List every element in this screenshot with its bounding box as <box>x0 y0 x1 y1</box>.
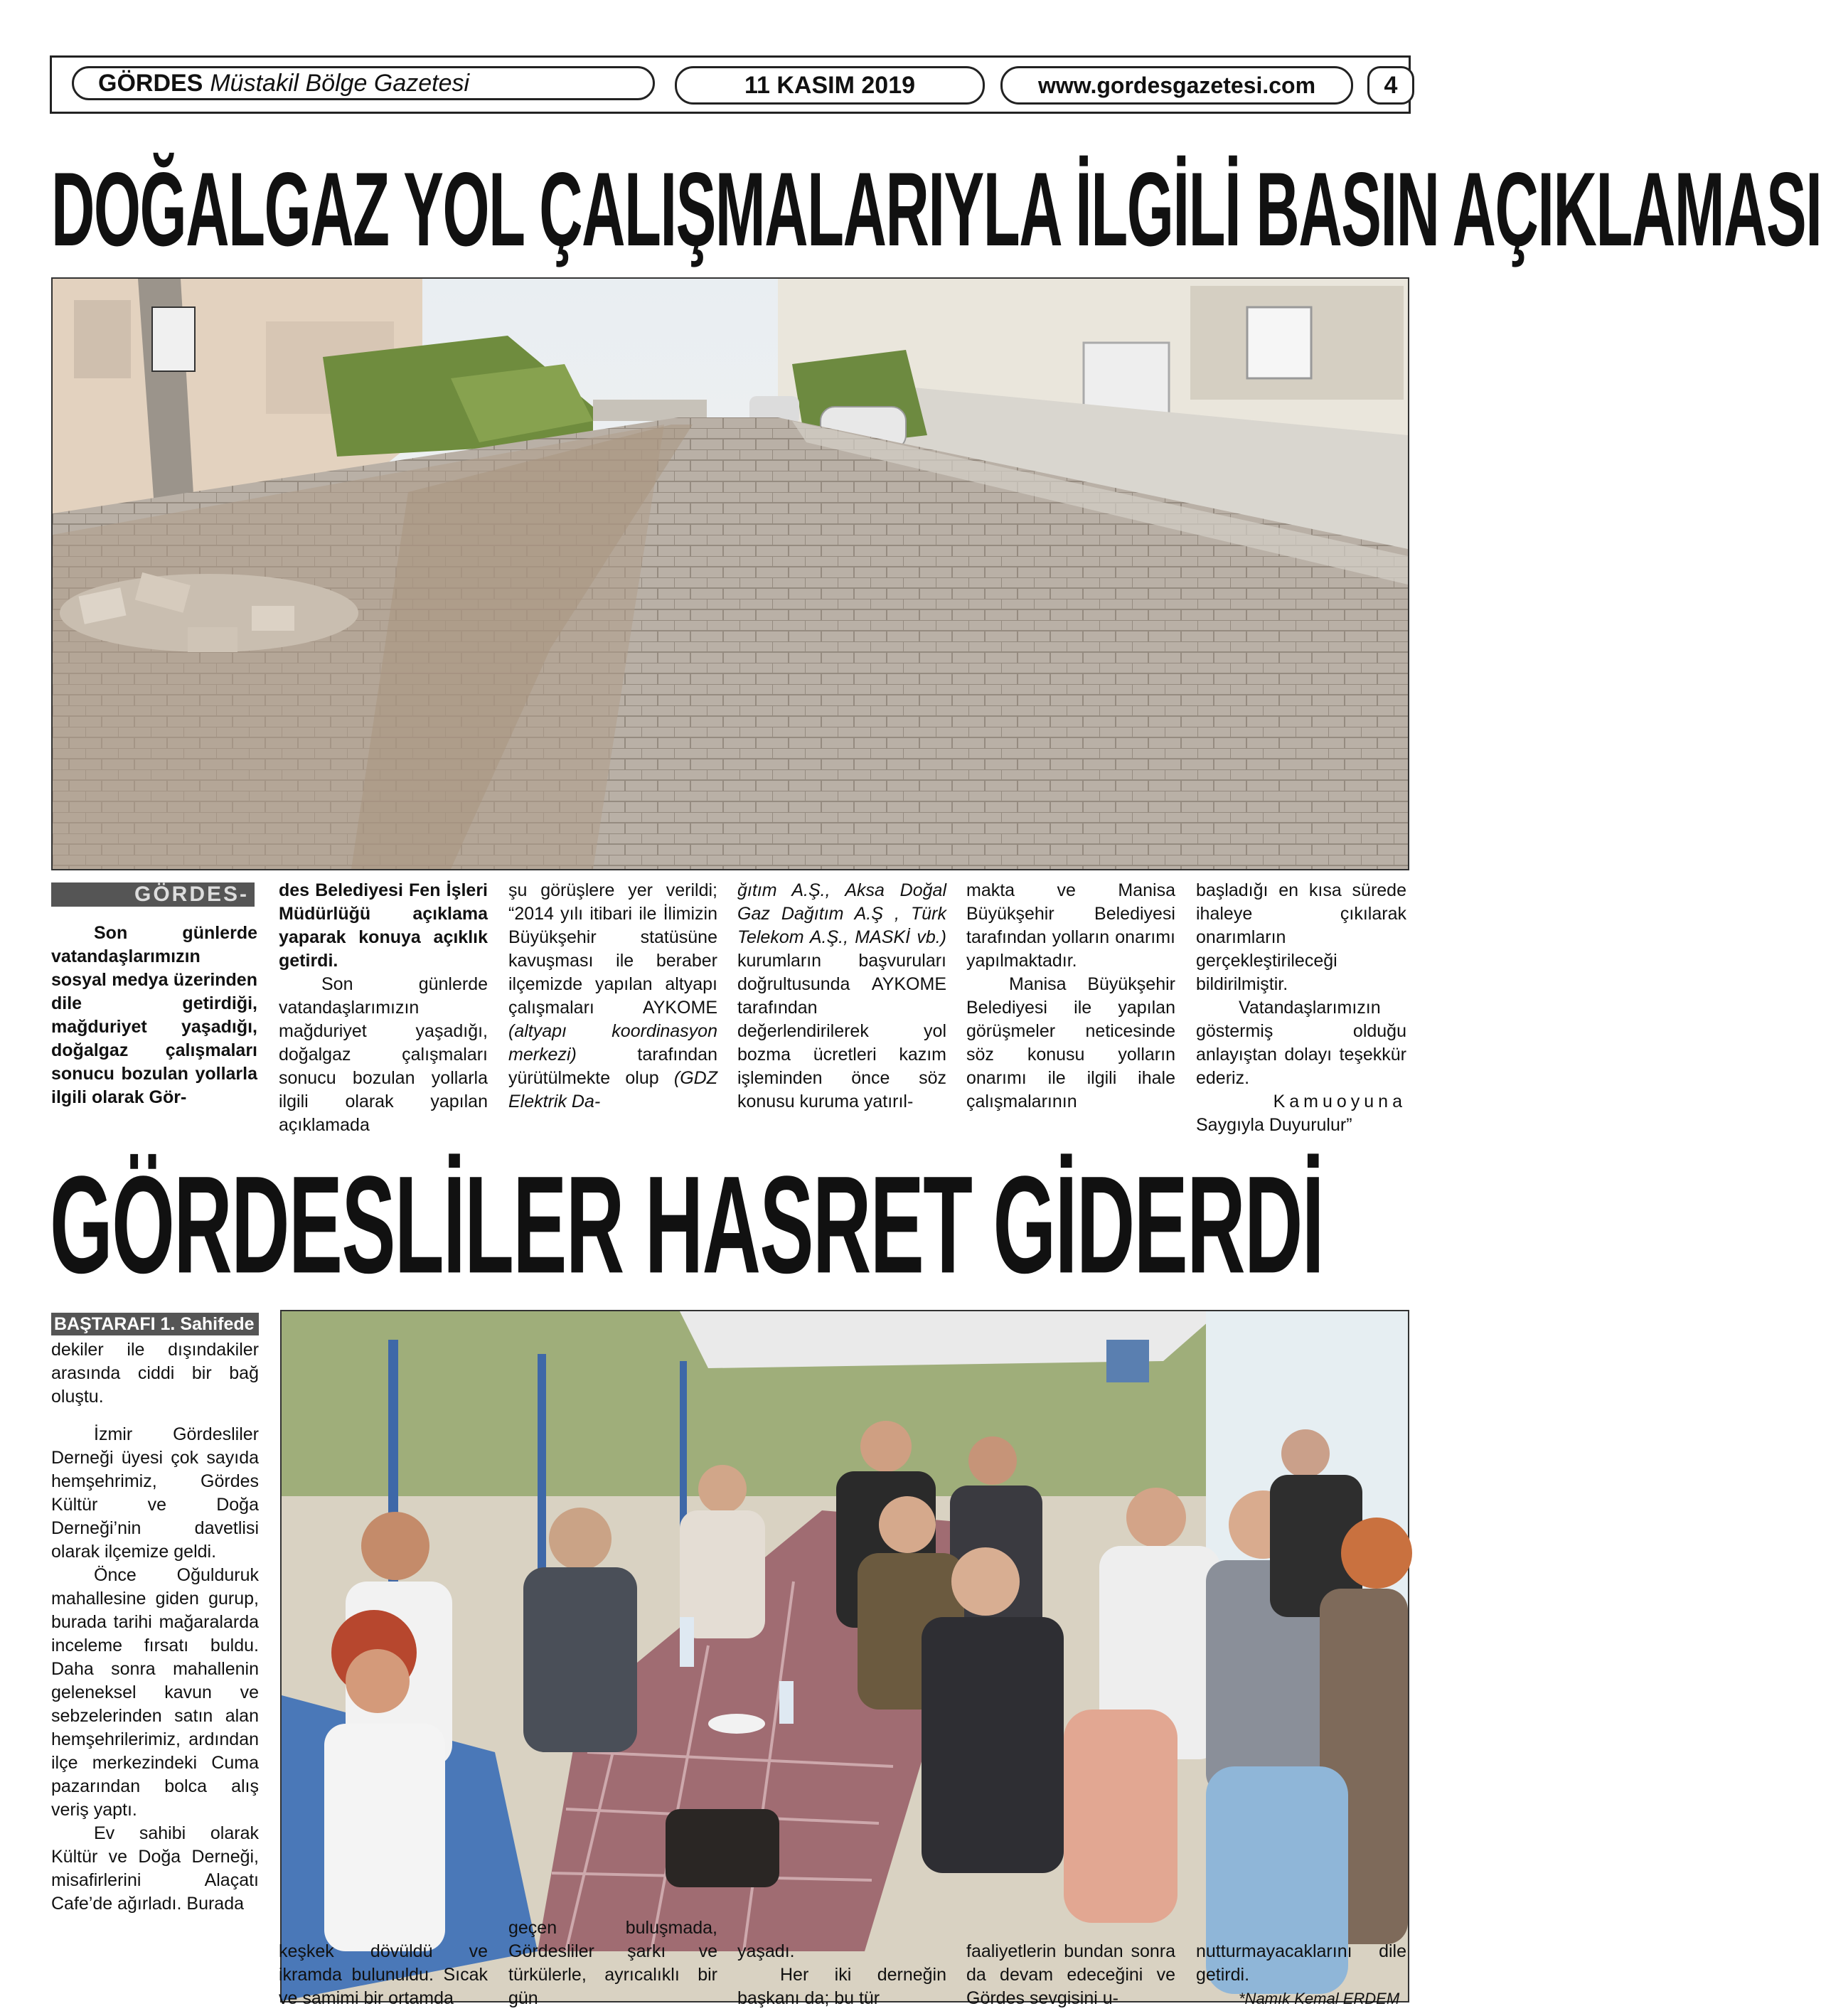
article2-side-1: dekiler ile dışındakiler arasında ciddi bir bağ oluştu. <box>51 1340 259 1407</box>
issue-date: 11 KASIM 2019 <box>675 66 985 105</box>
article2-bottom-4: faaliyetlerin bundan sonra da devam edeceğini ve Gördes sevgisini u- <box>966 1941 1175 2008</box>
article1-column-2 <box>279 879 488 1137</box>
article1-column-6 <box>1196 879 1406 1137</box>
article1-signoff: Saygıyla Duyurulur” <box>1196 1115 1352 1135</box>
article2-bottom-col-1 <box>279 1940 488 2010</box>
article1-column-4 <box>737 879 946 1114</box>
article1-body-2: Son günlerde vatandaşlarımızın mağduriyet yaşadığı, doğalgaz çalışmaları sonucu bozulan yollarla ilgili olarak yapılan açıklamada <box>279 974 488 1135</box>
article1-column-3 <box>508 879 717 1114</box>
paper-name-box <box>72 66 655 100</box>
article1-lead-2: des Belediyesi Fen İşleri Müdürlüğü açıklama yaparak konuya açıklık getirdi. <box>279 880 488 971</box>
article2-byline: *Namık Kemal ERDEM <box>1239 1990 1400 2007</box>
article1-headline: DOĞALGAZ YOL ÇALIŞMALARIYLA İLGİLİ BASIN AÇIKLAMASI <box>51 151 1821 269</box>
paper-name: GÖRDES <box>98 69 203 97</box>
article1-body-4 <box>737 879 946 1114</box>
article2-bottom-2: geçen buluşmada, Gördesliler şarkı ve türkülerle, ayrıcalıklı bir gün <box>508 1918 717 2008</box>
website-link[interactable]: www.gordesgazetesi.com <box>1000 66 1353 105</box>
article1-body-6b: Vatandaşlarımızın göstermiş olduğu anlayıştan dolayı teşekkür ederiz. <box>1196 998 1406 1088</box>
article2-headline: GÖRDESLİLER HASRET GİDERDİ <box>50 1146 1323 1302</box>
article2-bottom-col-3 <box>737 1940 946 2010</box>
street-photo <box>51 277 1409 870</box>
article2-bottom-col-5 <box>1196 1940 1406 2010</box>
article1-body-4a: ğıtım A.Ş., Aksa Doğal Gaz Dağıtım A.Ş , Türk Telekom A.Ş., MASKİ vb.) <box>737 880 946 947</box>
article1-body-3d: (GDZ Elektrik Da- <box>508 1068 718 1111</box>
article2-bottom-5: nutturmayacaklarını dile getirdi. <box>1196 1941 1406 1985</box>
article2-side-column <box>51 1338 259 1916</box>
article2-side-3: Önce Oğulduruk mahallesine giden gurup, burada tarihi mağaralarda inceleme fırsatı buldu. Daha sonra mahallenin geleneksel kavun ve sebzelerinden satın alan hemşehrilerimiz, ardından ilçe merkezindeki Cuma pazarından bolca alış veriş yaptı. <box>51 1565 259 1820</box>
article2-bottom-3b: Her iki derneğin başkanı da; bu tür <box>737 1965 946 2008</box>
article1-kicker: GÖRDES- <box>51 882 255 907</box>
article1-body-3b: (altyapı koordinasyon merkezi) <box>508 1021 717 1065</box>
article1-body-6a: başladığı en kısa sürede ihaleye çıkılarak onarımların gerçekleştirileceği bildirilmiştir. <box>1196 880 1406 994</box>
article1-column-5 <box>966 879 1175 1114</box>
article1-lead-1: Son günlerde vatandaşlarımızın sosyal medya üzerinden dile getirdiği, mağduriyet yaşadığı, doğalgaz çalışmaları sonucu bozulan yollarla ilgili olarak Gör- <box>51 923 257 1107</box>
article2-side-2: İzmir Gördesliler Derneği üyesi çok sayıda hemşehrimiz, Gördes Kültür ve Doğa Derneği’nin davetlisi olarak ilçemize geldi. <box>51 1424 259 1562</box>
article2-side-4: Ev sahibi olarak Kültür ve Doğa Derneği, misafirlerini Alaçatı Cafe’de ağırladı. Burada <box>51 1823 259 1914</box>
article2-bottom-col-2 <box>508 1916 717 2010</box>
article1-closing: Kamuoyuna <box>1273 1092 1406 1111</box>
article2-bottom-col-4 <box>966 1940 1175 2010</box>
page-number: 4 <box>1367 66 1414 105</box>
article2-bottom-3a: yaşadı. <box>737 1941 795 1961</box>
article1-body-3c: tarafından yürütülmekte olup <box>508 1045 717 1088</box>
article1-body-5a: makta ve Manisa Büyükşehir Belediyesi tarafından yolların onarımı yapılmaktadır. <box>966 880 1175 971</box>
article1-body-4b: kurumların başvuruları doğrultusunda AYKOME tarafından değerlendirilerek yol bozma ücretleri kazım işleminden önce söz konusu kuruma yatırıl- <box>737 951 946 1111</box>
article1-column-1 <box>51 922 257 1109</box>
gathering-photo <box>280 1310 1409 2002</box>
article1-body-5b: Manisa Büyükşehir Belediyesi ile yapılan görüşmeler neticesinde söz konusu yolların onarımı ile ilgili ihale çalışmalarının <box>966 974 1175 1111</box>
masthead-bar <box>50 55 1411 114</box>
article2-bottom-1: keşkek dövüldü ve ikramda bulunuldu. Sıcak ve samimi bir ortamda <box>279 1941 488 2008</box>
article1-body-3 <box>508 879 717 1114</box>
article2-kicker: BAŞTARAFI 1. Sahifede <box>51 1313 259 1335</box>
paper-subtitle: Müstakil Bölge Gazetesi <box>210 69 470 97</box>
article1-body-3a: şu görüşlere yer verildi; “2014 yılı itibari ile İlimizin Büyükşehir statüsüne kavuşması ile beraber ilçemizde yapılan altyapı çalışmaları AYKOME <box>508 880 717 1018</box>
